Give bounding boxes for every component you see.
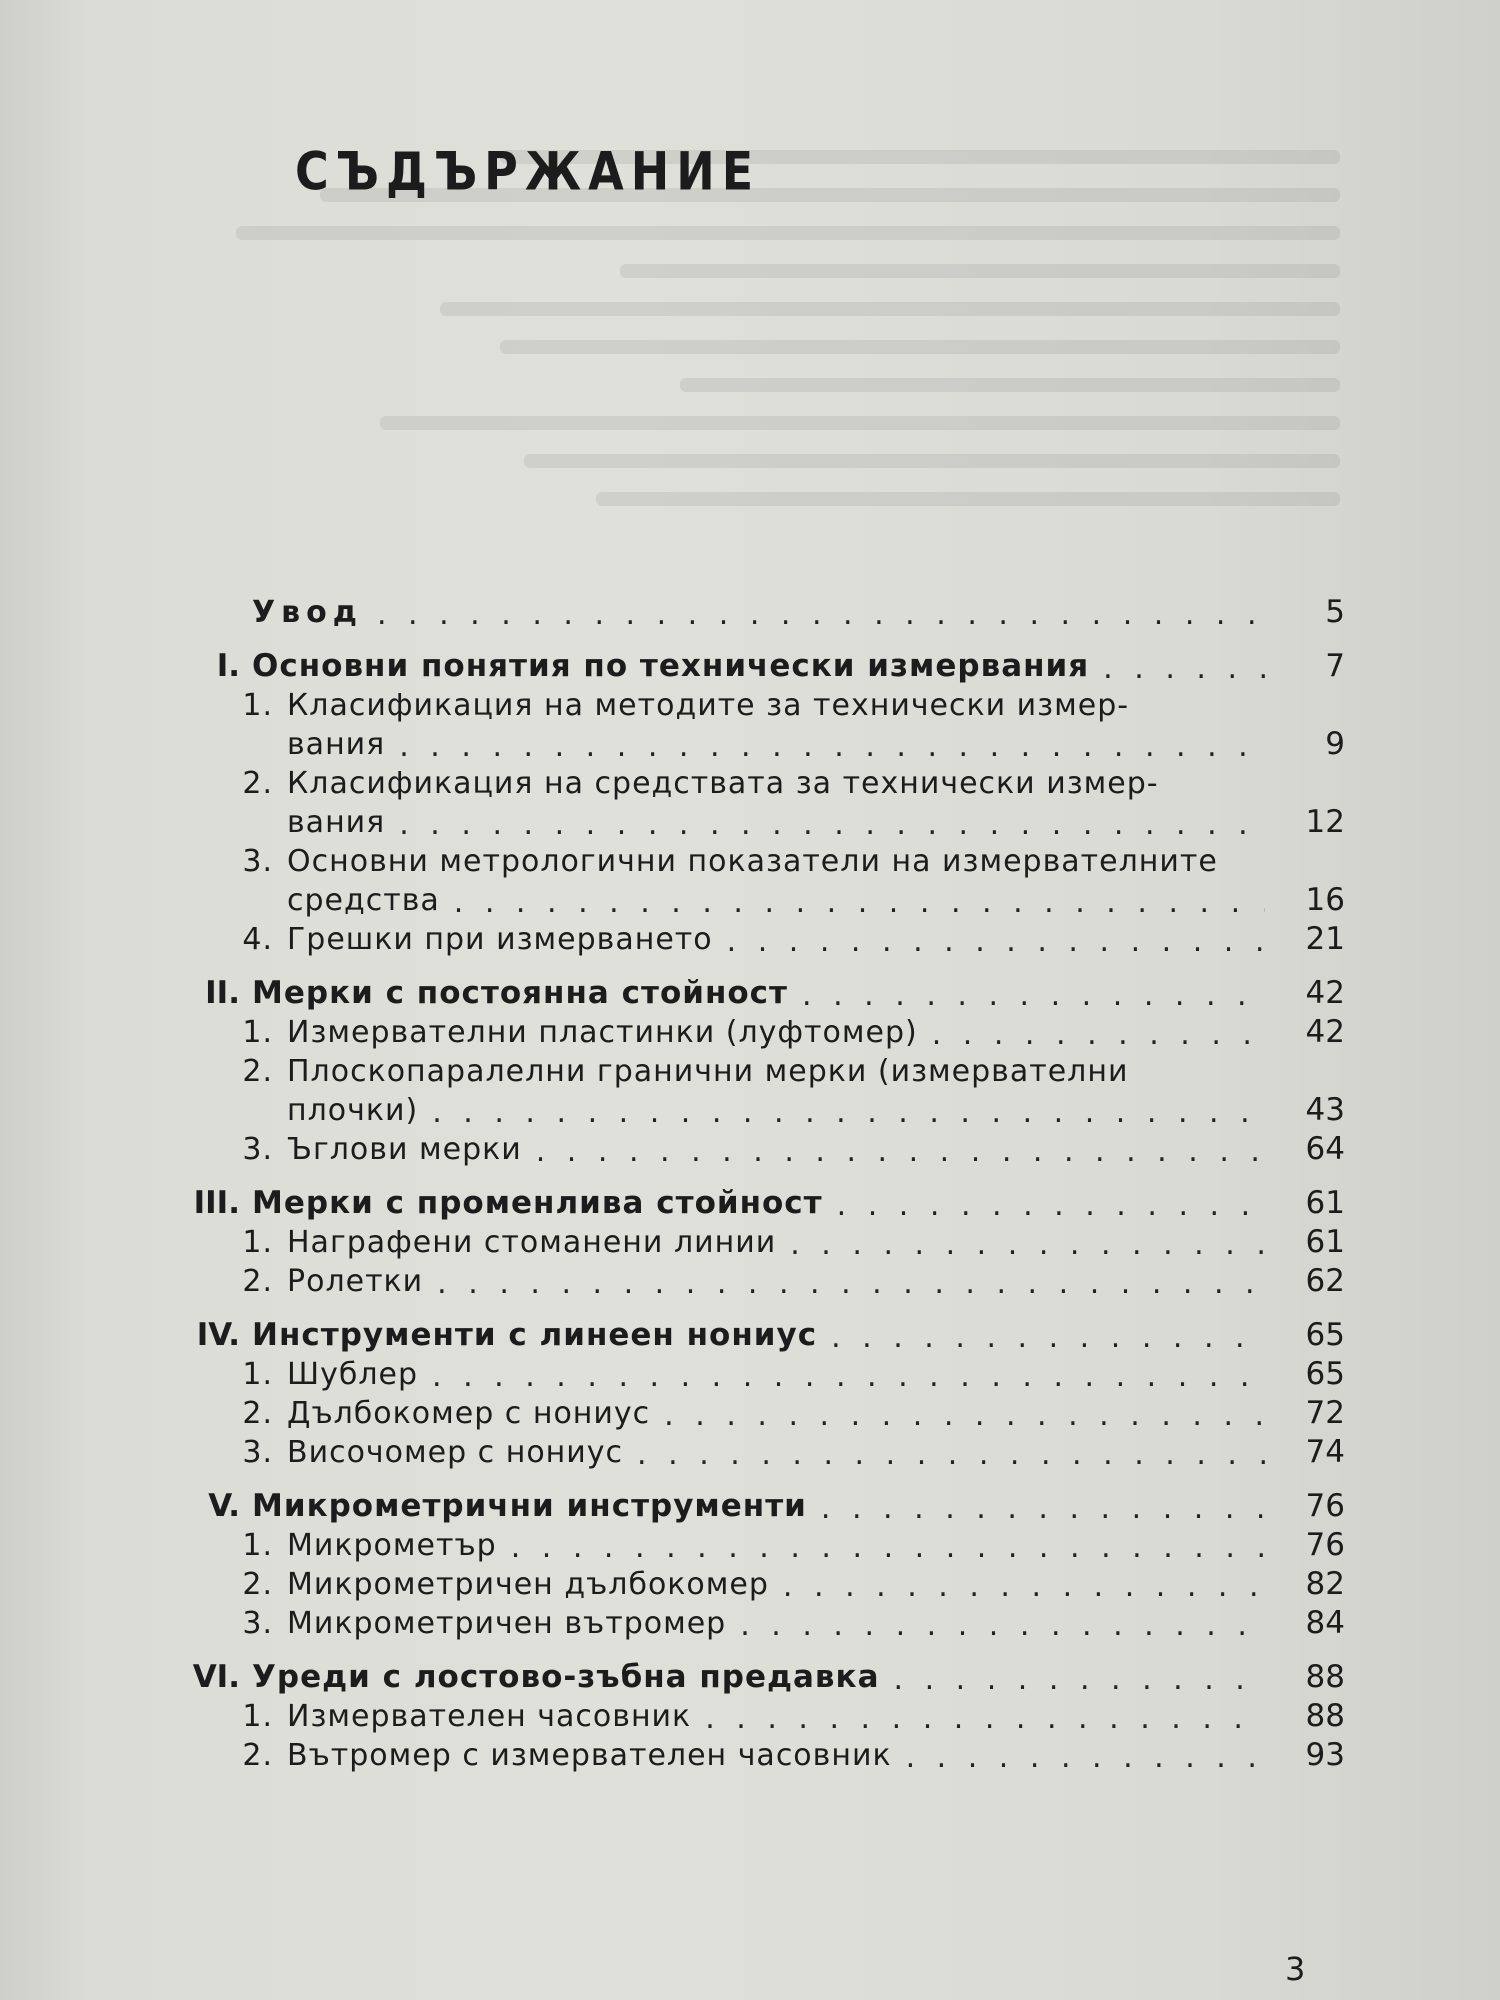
chapter-number: VI. (192, 1659, 240, 1695)
section-title-line1: Класификация на средствата за технически измер- (287, 766, 1159, 801)
leader-dots (726, 1611, 1265, 1641)
section-page: 43 (1305, 1092, 1345, 1128)
section-page: 74 (1305, 1434, 1345, 1470)
toc-section[interactable] (175, 918, 1345, 957)
page-title: СЪДЪРЖАНИЕ (295, 140, 761, 203)
chapter-page: 42 (1305, 975, 1345, 1011)
chapter-title: Уреди с лостово-зъбна предавка (252, 1659, 880, 1695)
chapter-page: 65 (1305, 1317, 1345, 1353)
section-number: 3. (242, 844, 273, 879)
show-through-text (140, 150, 1340, 570)
section-page: 42 (1305, 1014, 1345, 1050)
section-page: 9 (1325, 726, 1345, 762)
section-title: Награфени стоманени линии (287, 1225, 777, 1260)
chapter-title: Основни понятия по технически измервания (252, 648, 1090, 684)
section-number: 1. (242, 1015, 273, 1050)
section-number: 4. (242, 922, 273, 957)
leader-dots (385, 732, 1265, 762)
leader-dots (385, 810, 1265, 840)
toc-section[interactable] (175, 1050, 1345, 1128)
chapter-number: IV. (196, 1317, 240, 1353)
section-title: Височомер с нониус (287, 1435, 624, 1470)
section-page: 64 (1305, 1131, 1345, 1167)
section-number: 1. (242, 1357, 273, 1392)
section-number: 2. (242, 1738, 273, 1773)
toc-section[interactable] (175, 1734, 1345, 1773)
toc-chapter[interactable] (175, 1181, 1345, 1221)
section-number: 1. (242, 1699, 273, 1734)
leader-dots (1089, 654, 1265, 684)
toc-section[interactable] (175, 1128, 1345, 1167)
section-title-line2: вания (287, 805, 386, 840)
section-page: 12 (1305, 804, 1345, 840)
leader-dots (823, 1191, 1265, 1221)
toc-section[interactable] (175, 1602, 1345, 1641)
toc-section[interactable] (175, 1563, 1345, 1602)
section-number: 3. (242, 1435, 273, 1470)
section-page: 21 (1305, 921, 1345, 957)
section-title: Микрометричен дълбокомер (287, 1567, 769, 1602)
chapter-number: V. (208, 1488, 240, 1524)
toc-section[interactable] (175, 1260, 1345, 1299)
toc-section[interactable] (175, 762, 1345, 840)
toc-section[interactable] (175, 1431, 1345, 1470)
section-number: 1. (242, 1225, 273, 1260)
toc-entry-intro[interactable] (175, 590, 1345, 630)
leader-dots (522, 1137, 1265, 1167)
leader-dots (418, 1362, 1265, 1392)
toc-intro-page: 5 (1325, 594, 1345, 630)
toc-chapter[interactable] (175, 644, 1345, 684)
section-page: 93 (1305, 1737, 1345, 1773)
section-page: 72 (1305, 1395, 1345, 1431)
toc-section[interactable] (175, 1524, 1345, 1563)
section-title: Шублер (287, 1357, 419, 1392)
leader-dots (918, 1020, 1265, 1050)
toc-intro-label: Увод (252, 595, 363, 630)
leader-dots (497, 1533, 1265, 1563)
leader-dots (363, 600, 1265, 630)
section-number: 2. (242, 1396, 273, 1431)
toc-section[interactable] (175, 1221, 1345, 1260)
toc-chapter[interactable] (175, 1484, 1345, 1524)
chapter-number: III. (193, 1185, 240, 1221)
leader-dots (788, 981, 1265, 1011)
page-number: 3 (1285, 1950, 1306, 1988)
section-title: Микрометър (287, 1528, 497, 1563)
section-title: Грешки при измерването (287, 922, 713, 957)
section-number: 1. (242, 1528, 273, 1563)
section-title-line1: Плоскопаралелни гранични мерки (измервателни (287, 1054, 1129, 1089)
section-title-line1: Основни метрологични показатели на измервателните (287, 844, 1218, 879)
leader-dots (892, 1743, 1265, 1773)
leader-dots (807, 1494, 1265, 1524)
toc-section[interactable] (175, 1392, 1345, 1431)
section-page: 61 (1305, 1224, 1345, 1260)
section-number: 3. (242, 1606, 273, 1641)
chapter-page: 76 (1305, 1488, 1345, 1524)
section-title: Микрометричен вътромер (287, 1606, 727, 1641)
chapter-title: Мерки с постоянна стойност (252, 975, 789, 1011)
toc-chapter[interactable] (175, 1313, 1345, 1353)
chapter-title: Микрометрични инструменти (252, 1488, 807, 1524)
chapter-number: II. (205, 975, 240, 1011)
section-title-line1: Класификация на методите за технически измер- (287, 688, 1130, 723)
toc-section[interactable] (175, 1353, 1345, 1392)
chapter-title: Мерки с променлива стойност (252, 1185, 823, 1221)
toc-section[interactable] (175, 1011, 1345, 1050)
section-number: 2. (242, 766, 273, 801)
section-title: Ролетки (287, 1264, 424, 1299)
chapter-page: 61 (1305, 1185, 1345, 1221)
section-number: 2. (242, 1567, 273, 1602)
section-page: 88 (1305, 1698, 1345, 1734)
leader-dots (880, 1665, 1265, 1695)
section-number: 3. (242, 1132, 273, 1167)
section-title: Измервателни пластинки (луфтомер) (287, 1015, 918, 1050)
section-title-line2: плочки) (287, 1093, 419, 1128)
section-title: Дълбокомер с нониус (287, 1396, 651, 1431)
section-title: Вътромер с измервателен часовник (287, 1738, 892, 1773)
leader-dots (440, 888, 1265, 918)
section-page: 76 (1305, 1527, 1345, 1563)
chapter-page: 7 (1325, 648, 1345, 684)
section-number: 1. (242, 688, 273, 723)
leader-dots (817, 1323, 1265, 1353)
section-title: Измервателен часовник (287, 1699, 692, 1734)
section-number: 2. (242, 1264, 273, 1299)
leader-dots (623, 1440, 1265, 1470)
leader-dots (418, 1098, 1265, 1128)
chapter-number: I. (216, 648, 240, 684)
toc-chapter[interactable] (175, 971, 1345, 1011)
chapter-page: 88 (1305, 1659, 1345, 1695)
section-page: 82 (1305, 1566, 1345, 1602)
toc-section[interactable] (175, 840, 1345, 918)
leader-dots (423, 1269, 1265, 1299)
toc-section[interactable] (175, 1695, 1345, 1734)
section-title: Ъглови мерки (287, 1132, 522, 1167)
toc-chapter[interactable] (175, 1655, 1345, 1695)
leader-dots (713, 927, 1265, 957)
section-page: 16 (1305, 882, 1345, 918)
section-page: 62 (1305, 1263, 1345, 1299)
section-page: 65 (1305, 1356, 1345, 1392)
section-title-line2: средства (287, 883, 440, 918)
leader-dots (769, 1572, 1265, 1602)
section-page: 84 (1305, 1605, 1345, 1641)
table-of-contents (175, 590, 1345, 1773)
section-number: 2. (242, 1054, 273, 1089)
leader-dots (691, 1704, 1265, 1734)
chapter-title: Инструменти с линеен нониус (252, 1317, 818, 1353)
section-title-line2: вания (287, 727, 386, 762)
leader-dots (776, 1230, 1265, 1260)
toc-section[interactable] (175, 684, 1345, 762)
leader-dots (650, 1401, 1265, 1431)
